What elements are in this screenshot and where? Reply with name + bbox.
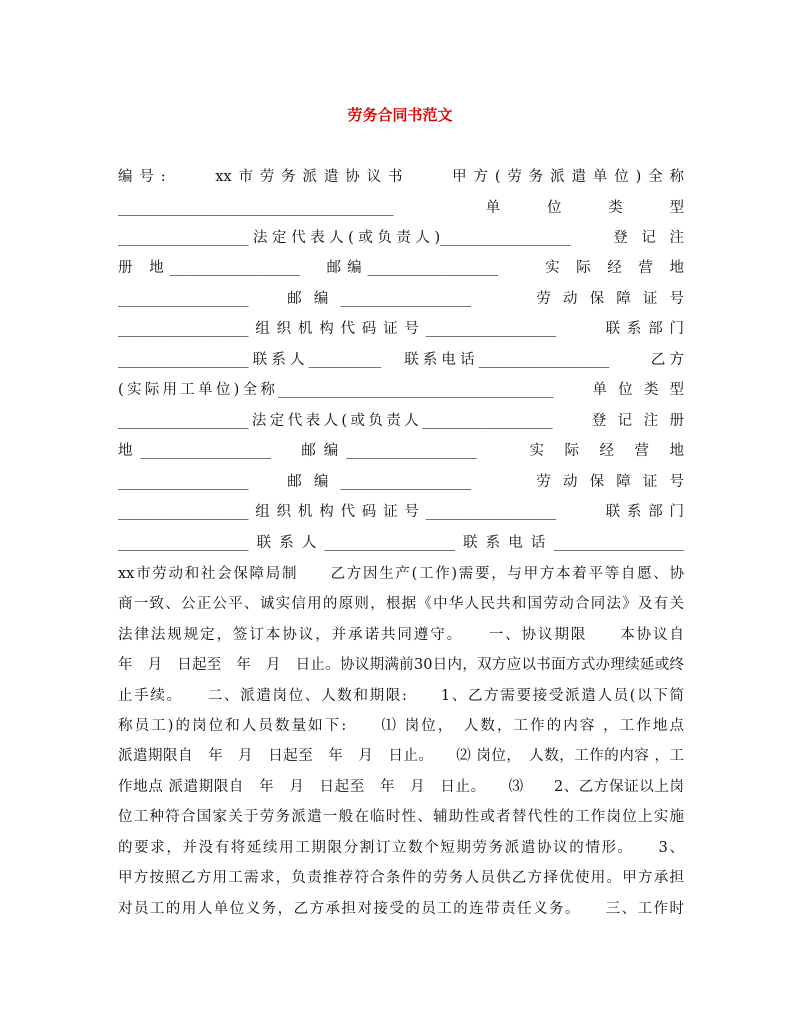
text-line: 对员工的用人单位义务，乙方承担对接受的员工的连带责任义务。 三、工作时: [118, 901, 684, 917]
text-line: 的要求，并没有将延续用工期限分割订立数个短期劳务派遣协议的情形。 3、: [118, 840, 684, 856]
text-line: 位工种符合国家关于劳务派遣一般在临时性、辅助性或者替代性的工作岗位上实施: [118, 809, 684, 825]
text-line: 派遣期限自 年 月 日起至 年 月 日止。 ⑵ 岗位， 人数，工作的内容 ，工: [118, 748, 684, 764]
text-line: 作地点 派遣期限自 年 月 日起至 年 月 日止。 ⑶ 2、乙方保证以上岗: [118, 779, 684, 795]
text-line: 地__________________ 邮编__________________ 实 际 经 营 地: [118, 443, 684, 459]
document-title: 劳务合同书范文: [347, 106, 453, 124]
text-line: xx市劳动和社会保障局制 乙方因生产(工作)需要，与甲方本着平等自愿、协: [118, 566, 684, 582]
text-line: __________________ 邮编__________________ 劳动保障证号: [118, 291, 684, 307]
text-line: __________________联系人__________________联系电话__________________: [118, 535, 684, 551]
text-line: 商一致、公正公平、诚实信用的原则，根据《中华人民共和国劳动合同法》及有关: [118, 596, 684, 612]
text-line: 法律法规规定，签订本协议，并承诺共同遵守。 一、协议期限 本协议自: [118, 627, 684, 643]
text-line: __________________联系人__________ 联系电话__________________ 乙方: [118, 352, 684, 368]
text-line: 甲方按照乙方用工需求，负责推荐符合条件的劳务人员供乙方择优使用。甲方承担: [118, 870, 684, 886]
text-line: __________________组织机构代码证号__________________ 联系部门: [118, 504, 684, 520]
text-line: 止手续。 二、派遣岗位、人数和期限: 1、乙方需要接受派遣人员(以下简: [118, 688, 684, 704]
text-line: ______________________________________ 单 位 类 型: [118, 200, 684, 216]
text-line: __________________ 邮编__________________ 劳动保障证号: [118, 474, 684, 490]
text-line: 年 月 日起至 年 月 日止。协议期满前30日内，双方应以书面方式办理续延或终: [118, 657, 684, 673]
text-line: 编号: xx市劳务派遣协议书 甲方(劳务派遣单位)全称: [118, 169, 684, 185]
text-line: __________________法定代表人(或负责人__________________ 登 记 注 册: [118, 413, 684, 429]
text-line: __________________组织机构代码证号__________________ 联系部门: [118, 321, 684, 337]
text-line: 册 地__________________ 邮编__________________ 实 际 经 营 地: [118, 260, 684, 276]
text-line: (实际用工单位)全称______________________________________ 单 位 类 型: [118, 382, 684, 398]
text-line: 称员工)的岗位和人员数量如下: ⑴ 岗位， 人数，工作的内容 ，工作地点: [118, 718, 684, 734]
text-line: __________________法定代表人(或负责人)__________________ 登 记 注: [118, 230, 684, 246]
